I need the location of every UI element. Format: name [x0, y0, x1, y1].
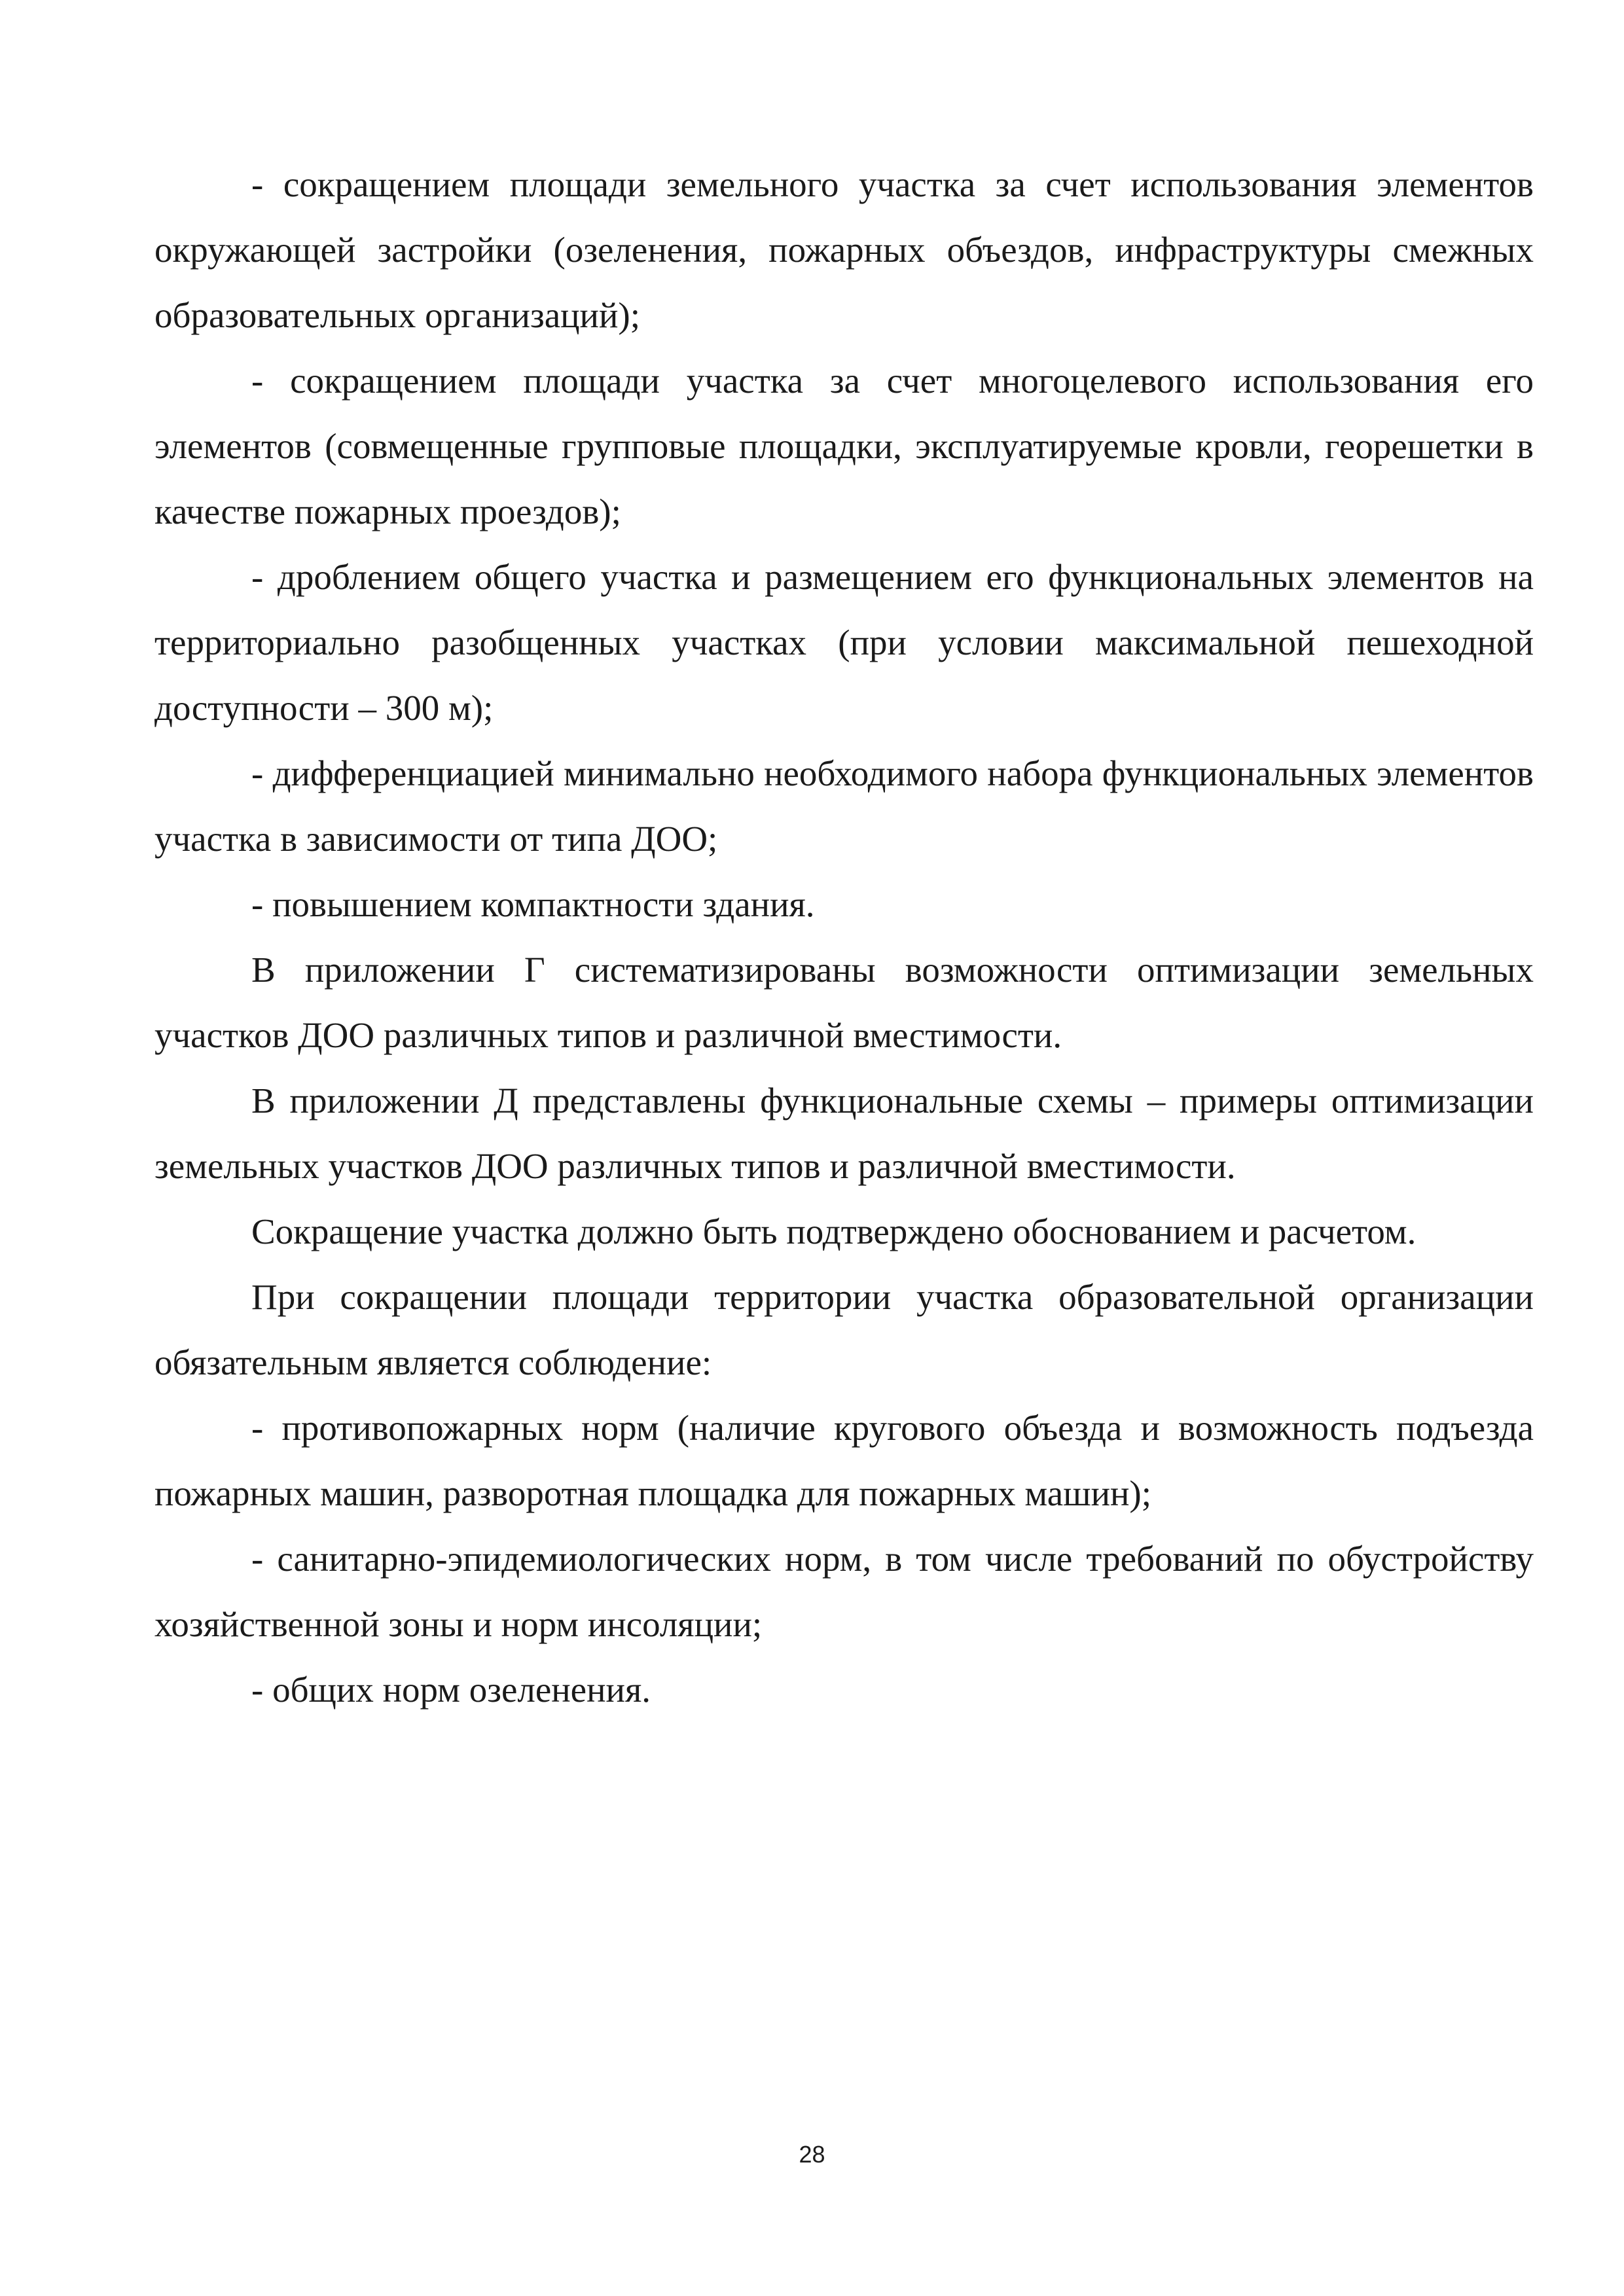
paragraph-reduce-plot-multipurpose: - сокращением площади участка за счет многоцелевого использования его элементов (совмещенные групповые площадки, эксплуатируемые кровли, георешетки в качестве пожарных проездов); — [154, 361, 1534, 531]
page-number: 28 — [799, 2141, 825, 2168]
paragraph-greening-norms: - общих норм озеленения. — [251, 1670, 651, 1710]
paragraph-split-plot: - дроблением общего участка и размещением его функциональных элементов на территориально разобщенных участках (при условии максимальной пешеходной доступности – 300 м); — [154, 557, 1534, 728]
paragraph-justification: Сокращение участка должно быть подтверждено обоснованием и расчетом. — [251, 1211, 1416, 1251]
paragraph-appendix-d: В приложении Д представлены функциональные схемы – примеры оптимизации земельных участков ДОО различных типов и различной вместимости. — [154, 1081, 1534, 1186]
paragraph-compliance-intro: При сокращении площади территории участка образовательной организации обязательным является соблюдение: — [154, 1277, 1534, 1382]
paragraph-reduce-plot-surroundings: - сокращением площади земельного участка за счет использования элементов окружающей застройки (озеленения, пожарных объездов, инфраструктуры смежных образовательных организаций); — [154, 164, 1534, 335]
paragraph-appendix-g: В приложении Г систематизированы возможности оптимизации земельных участков ДОО различных типов и различной вместимости. — [154, 950, 1534, 1055]
paragraph-sanitary-norms: - санитарно-эпидемиологических норм, в том числе требований по обустройству хозяйственной зоны и норм инсоляции; — [154, 1539, 1534, 1644]
paragraph-fire-norms: - противопожарных норм (наличие кругового объезда и возможность подъезда пожарных машин, разворотная площадка для пожарных машин); — [154, 1408, 1534, 1513]
body-text — [154, 152, 1534, 1723]
paragraph-compactness: - повышением компактности здания. — [251, 884, 815, 924]
paragraph-differentiation: - дифференциацией минимально необходимого набора функциональных элементов участка в зависимости от типа ДОО; — [154, 753, 1534, 859]
